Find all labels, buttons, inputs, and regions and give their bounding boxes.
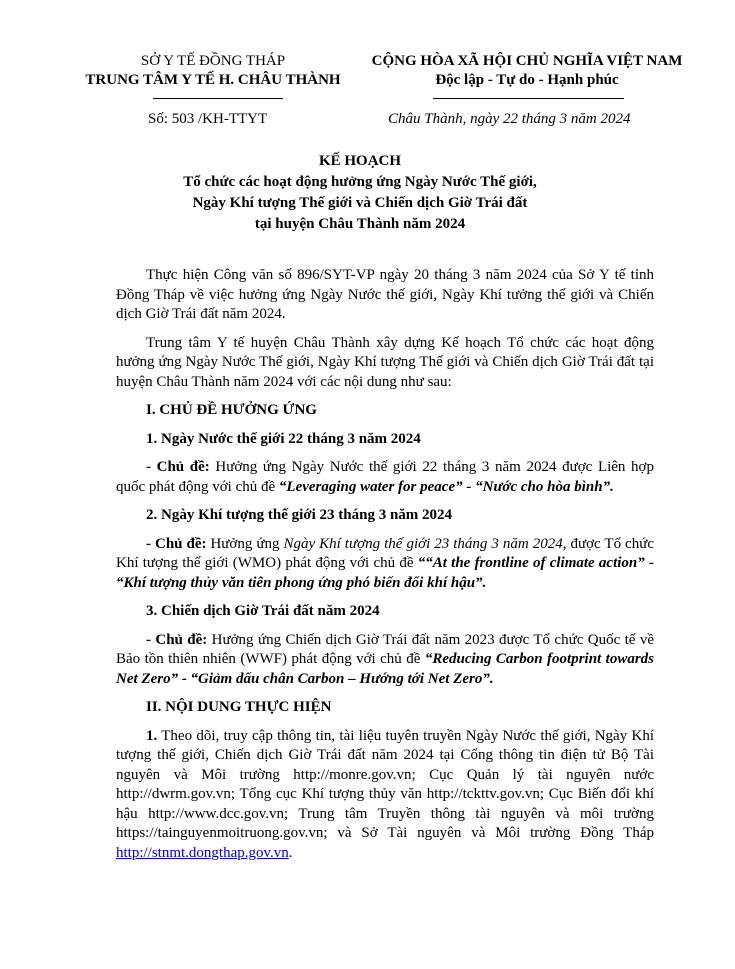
section-1-heading: I. CHỦ ĐỀ HƯỞNG ỨNG bbox=[146, 402, 317, 418]
title-line-2: Tổ chức các hoạt động hưởng ứng Ngày Nước Thế giới, bbox=[183, 174, 537, 190]
theme-event: Ngày Khí tượng thế giới 23 tháng 3 năm 2024, bbox=[283, 535, 567, 552]
theme-quote: “Leveraging water for peace” - “Nước cho hòa bình”. bbox=[278, 478, 614, 495]
document-title bbox=[100, 151, 620, 235]
subsection-3-text bbox=[116, 631, 654, 690]
theme-text: được Tổ chức Khí tượng thế giới (WMO) phát động với chủ đề bbox=[116, 535, 655, 571]
agency-parent: SỞ Y TẾ ĐỒNG THÁP bbox=[140, 53, 286, 69]
theme-quote: ““At the frontline of climate action” - “Khí tượng thủy văn tiên phong ứng phó biến đổi khí hậu”. bbox=[116, 555, 654, 591]
title-line-4: tại huyện Châu Thành năm 2024 bbox=[254, 216, 466, 232]
subsection-1-heading: 1. Ngày Nước thế giới 22 tháng 3 năm 2024 bbox=[146, 430, 421, 447]
theme-text: Hưởng ứng Ngày Nước thế giới 22 tháng 3 năm 2024 được Liên hợp quốc phát động với chủ đề bbox=[116, 459, 654, 495]
item-number: 1. bbox=[146, 727, 158, 744]
document-number: Số: 503 /KH-TTYT bbox=[148, 111, 268, 127]
theme-text: Hưởng ứng Chiến dịch Giờ Trái đất năm 2023 được Tổ chức Quốc tế về Bảo tồn thiên nhiên (WWF) phát động với chủ đề bbox=[116, 631, 654, 667]
issuing-agency bbox=[68, 52, 358, 90]
theme-label: - Chủ đề: bbox=[146, 631, 208, 648]
title-line-1: KẾ HOẠCH bbox=[318, 153, 402, 169]
item-text: Theo dõi, truy cập thông tin, tài liệu tuyên truyền Ngày Nước thế giới, Ngày Khí tượng thế giới, Chiến dịch Giờ Trái đất năm 2024 tại Cổng thông tin điện tử Bộ Tài nguyên và Môi trường http://monre.gov.vn; Cục Quản lý tài nguyên nước http://dwrm.gov.vn; Tổng cục Khí tượng thủy văn http://tckttv.gov.vn; Cục Biến đổi khí hậu http://www.dcc.gov.vn; Trung tâm Truyền thông tài nguyên và môi trường https://tainguyenmoitruong.gov.vn; và Sở Tài nguyên và Môi trường Đồng Tháp bbox=[116, 727, 654, 841]
theme-text: Hưởng ứng bbox=[206, 535, 284, 552]
item-end: . bbox=[288, 844, 293, 861]
stnmt-link[interactable]: http://stnmt.dongthap.gov.vn bbox=[116, 844, 289, 861]
theme-quote: “Reducing Carbon footprint towards Net Zero” - “Giảm dấu chân Carbon – Hướng tới Net Zero”. bbox=[116, 651, 654, 687]
agency-underline bbox=[153, 98, 283, 99]
country-name: CỘNG HÒA XÃ HỘI CHỦ NGHĨA VIỆT NAM bbox=[371, 53, 683, 69]
intro-paragraph-2: Trung tâm Y tế huyện Châu Thành xây dựng Kế hoạch Tổ chức các hoạt động hưởng ứng Ngày Nước Thế giới, Ngày Khí tượng Thế giới và Chiến dịch Giờ Trái đất tại huyện Châu Thành năm 2024 với các nội dung như sau: bbox=[116, 334, 654, 390]
intro-paragraph-1: Thực hiện Công văn số 896/SYT-VP ngày 20 tháng 3 năm 2024 của Sở Y tế tỉnh Đồng Tháp về việc hưởng ứng Ngày Nước thế giới, Ngày Khí tưởng thế giới và Chiến dịch Giờ Trái đất năm 2024. bbox=[116, 267, 654, 322]
title-line-3: Ngày Khí tượng Thế giới và Chiến dịch Giờ Trái đất bbox=[192, 195, 528, 211]
motto: Độc lập - Tự do - Hạnh phúc bbox=[435, 72, 619, 88]
content-item-1 bbox=[116, 727, 654, 864]
theme-label: - Chủ đề: bbox=[146, 459, 210, 475]
section-2-heading: II. NỘI DUNG THỰC HIỆN bbox=[146, 699, 332, 715]
subsection-2-text bbox=[116, 535, 654, 594]
date-line: Châu Thành, ngày 22 tháng 3 năm 2024 bbox=[388, 111, 631, 127]
motto-underline bbox=[433, 98, 624, 99]
subsection-1-text bbox=[116, 458, 654, 497]
subsection-2-heading: 2. Ngày Khí tượng thế giới 23 tháng 3 năm 2024 bbox=[146, 507, 453, 523]
agency-name: TRUNG TÂM Y TẾ H. CHÂU THÀNH bbox=[85, 72, 341, 88]
national-motto bbox=[352, 52, 702, 90]
theme-label: - Chủ đề: bbox=[146, 535, 207, 552]
subsection-3-heading: 3. Chiến dịch Giờ Trái đất năm 2024 bbox=[146, 603, 380, 619]
document-body bbox=[116, 266, 654, 872]
